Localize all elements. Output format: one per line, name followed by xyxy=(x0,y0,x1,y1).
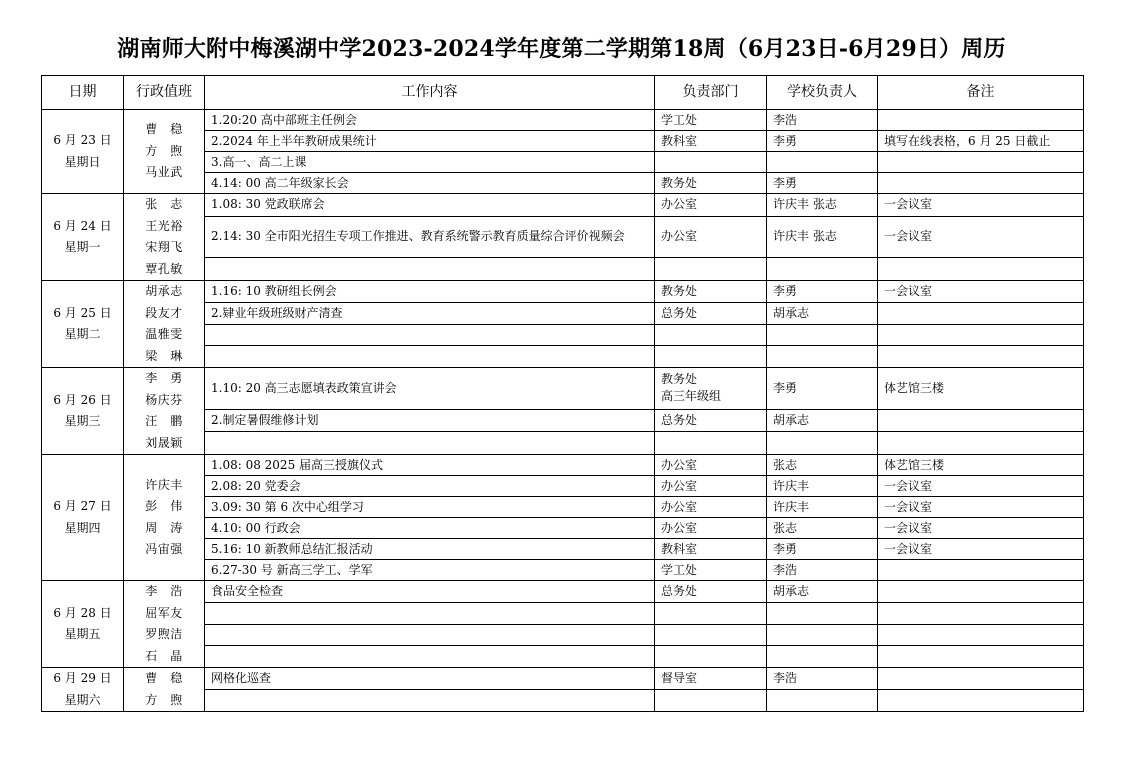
dept-text: 学工处 xyxy=(661,112,698,127)
note-cell: 一会议室 xyxy=(878,539,1084,560)
dept-text: 高三年级组 xyxy=(661,389,722,404)
dept-cell xyxy=(655,302,767,324)
dept-cell xyxy=(655,346,767,368)
duty-person: 曹 稳 xyxy=(145,671,183,685)
dept-text: 办公室 xyxy=(661,229,698,244)
dept-cell xyxy=(655,455,767,476)
leader-cell: 胡承志 xyxy=(767,302,878,324)
leader-cell: 李浩 xyxy=(767,110,878,131)
content-cell: 食品安全检查 xyxy=(205,581,655,603)
content-cell: 2.肄业年级班级财产清查 xyxy=(205,302,655,324)
leader-cell: 张志 xyxy=(767,518,878,539)
dept-text: 办公室 xyxy=(661,520,698,535)
content-cell xyxy=(205,258,655,281)
schedule-row xyxy=(42,110,1084,131)
content-cell xyxy=(205,646,655,668)
date-text: 6 月 24 日 xyxy=(53,218,112,233)
note-cell xyxy=(878,560,1084,581)
duty-person: 覃孔敏 xyxy=(145,261,183,276)
dept-text: 教务处 xyxy=(661,372,698,387)
date-text: 6 月 25 日 xyxy=(53,305,112,320)
duty-person: 周 涛 xyxy=(145,520,183,535)
date-cell xyxy=(42,368,124,455)
dept-cell xyxy=(655,409,767,432)
leader-cell: 许庆丰 xyxy=(767,497,878,518)
dept-text: 总务处 xyxy=(661,413,698,428)
date-cell xyxy=(42,281,124,368)
header-leader: 学校负责人 xyxy=(767,76,878,110)
content-cell: 1.08: 30 党政联席会 xyxy=(205,194,655,217)
schedule-row xyxy=(42,668,1084,690)
leader-cell xyxy=(767,346,878,368)
leader-cell xyxy=(767,152,878,173)
leader-cell xyxy=(767,690,878,712)
leader-cell: 许庆丰 张志 xyxy=(767,216,878,258)
content-cell: 3.09: 30 第 6 次中心组学习 xyxy=(205,497,655,518)
schedule-row xyxy=(42,368,1084,410)
content-cell: 4.10: 00 行政会 xyxy=(205,518,655,539)
dept-cell xyxy=(655,324,767,346)
duty-person: 李 浩 xyxy=(145,584,183,598)
header-dept: 负责部门 xyxy=(655,76,767,110)
note-cell: 一会议室 xyxy=(878,281,1084,303)
date-text: 6 月 23 日 xyxy=(53,133,112,147)
weekday-text: 星期三 xyxy=(64,414,101,428)
duty-person: 曹 稳 xyxy=(145,122,183,137)
leader-cell xyxy=(767,258,878,281)
duty-person: 方 煦 xyxy=(145,143,183,158)
note-cell xyxy=(878,409,1084,432)
leader-cell: 许庆丰 xyxy=(767,476,878,497)
duty-person: 彭 伟 xyxy=(145,499,183,513)
note-cell: 填写在线表格，6 月 25 日截止 xyxy=(878,131,1084,152)
duty-cell xyxy=(124,668,205,712)
duty-person: 汪 鹏 xyxy=(145,414,183,428)
duty-person: 梁 琳 xyxy=(145,348,183,363)
note-cell xyxy=(878,324,1084,346)
note-cell: 体艺馆三楼 xyxy=(878,368,1084,410)
duty-person: 段友才 xyxy=(145,305,183,320)
note-cell xyxy=(878,624,1084,646)
leader-cell: 李勇 xyxy=(767,173,878,194)
dept-cell xyxy=(655,152,767,173)
duty-person: 杨庆芬 xyxy=(145,392,183,407)
dept-cell xyxy=(655,216,767,258)
date-text: 6 月 27 日 xyxy=(53,499,112,513)
leader-cell: 胡承志 xyxy=(767,581,878,603)
date-cell xyxy=(42,110,124,194)
duty-cell xyxy=(124,194,205,281)
content-cell xyxy=(205,690,655,712)
dept-cell xyxy=(655,560,767,581)
dept-text: 总务处 xyxy=(661,305,698,320)
note-cell xyxy=(878,346,1084,368)
duty-cell xyxy=(124,368,205,455)
leader-cell: 李勇 xyxy=(767,368,878,410)
duty-cell xyxy=(124,581,205,668)
duty-person: 冯宙强 xyxy=(145,542,183,556)
dept-cell xyxy=(655,518,767,539)
dept-text: 总务处 xyxy=(661,583,698,598)
date-text: 6 月 29 日 xyxy=(53,671,112,685)
note-cell xyxy=(878,173,1084,194)
note-cell: 一会议室 xyxy=(878,518,1084,539)
date-cell xyxy=(42,581,124,668)
content-cell: 4.14: 00 高二年级家长会 xyxy=(205,173,655,194)
weekday-text: 星期六 xyxy=(64,692,101,707)
date-text: 6 月 26 日 xyxy=(53,392,112,407)
dept-text: 教务处 xyxy=(661,175,698,190)
schedule-body xyxy=(42,110,1084,712)
dept-cell xyxy=(655,581,767,603)
leader-cell: 张志 xyxy=(767,455,878,476)
dept-cell xyxy=(655,432,767,455)
dept-text: 督导室 xyxy=(661,671,698,685)
content-cell: 2.制定暑假维修计划 xyxy=(205,409,655,432)
note-cell: 一会议室 xyxy=(878,497,1084,518)
content-cell xyxy=(205,346,655,368)
weekday-text: 星期四 xyxy=(64,520,101,535)
duty-person: 方 煦 xyxy=(145,692,183,707)
content-cell: 网格化巡查 xyxy=(205,668,655,690)
dept-cell xyxy=(655,258,767,281)
leader-cell: 许庆丰 张志 xyxy=(767,194,878,217)
note-cell xyxy=(878,668,1084,690)
schedule-row xyxy=(42,455,1084,476)
content-cell: 2.14: 30 全市阳光招生专项工作推进、教育系统警示教育质量综合评价视频会 xyxy=(205,216,655,258)
dept-cell xyxy=(655,668,767,690)
dept-text: 教务处 xyxy=(661,283,698,298)
date-cell xyxy=(42,194,124,281)
header-duty: 行政值班 xyxy=(124,76,205,110)
content-cell: 2.08: 20 党委会 xyxy=(205,476,655,497)
duty-person: 屈军友 xyxy=(145,605,183,620)
note-cell xyxy=(878,110,1084,131)
note-cell xyxy=(878,602,1084,624)
date-cell xyxy=(42,668,124,712)
content-cell: 5.16: 10 新教师总结汇报活动 xyxy=(205,539,655,560)
leader-cell xyxy=(767,624,878,646)
leader-cell: 李勇 xyxy=(767,281,878,303)
content-cell: 1.08: 08 2025 届高三授旗仪式 xyxy=(205,455,655,476)
leader-cell xyxy=(767,432,878,455)
weekday-text: 星期五 xyxy=(64,627,101,641)
note-cell: 一会议室 xyxy=(878,216,1084,258)
content-cell: 6.27-30 号 新高三学工、学军 xyxy=(205,560,655,581)
dept-cell xyxy=(655,368,767,410)
leader-cell: 李勇 xyxy=(767,539,878,560)
dept-cell xyxy=(655,281,767,303)
note-cell: 一会议室 xyxy=(878,476,1084,497)
weekday-text: 星期二 xyxy=(64,327,101,341)
duty-person: 罗煦洁 xyxy=(145,627,183,641)
duty-person: 胡承志 xyxy=(145,284,183,298)
duty-person: 张 志 xyxy=(145,197,183,211)
dept-cell xyxy=(655,497,767,518)
note-cell: 体艺馆三楼 xyxy=(878,455,1084,476)
dept-text: 学工处 xyxy=(661,562,698,577)
schedule-row xyxy=(42,281,1084,303)
header-date: 日期 xyxy=(42,76,124,110)
dept-cell xyxy=(655,194,767,217)
page-title: 湖南师大附中梅溪湖中学2023-2024学年度第二学期第18周（6月23日-6月29日）周历 xyxy=(117,36,1006,62)
dept-cell xyxy=(655,690,767,712)
dept-text: 教科室 xyxy=(661,133,698,148)
duty-person: 宋翔飞 xyxy=(145,240,183,254)
duty-cell xyxy=(124,455,205,581)
duty-person: 刘晟颖 xyxy=(145,435,183,450)
dept-cell xyxy=(655,602,767,624)
dept-cell xyxy=(655,131,767,152)
header-row xyxy=(42,76,1084,110)
weekday-text: 星期日 xyxy=(64,154,101,169)
dept-cell xyxy=(655,539,767,560)
leader-cell: 李勇 xyxy=(767,131,878,152)
duty-person: 石 晶 xyxy=(145,648,183,663)
header-content: 工作内容 xyxy=(205,76,655,110)
content-cell xyxy=(205,432,655,455)
date-cell xyxy=(42,455,124,581)
content-cell: 2.2024 年上半年教研成果统计 xyxy=(205,131,655,152)
dept-text: 办公室 xyxy=(661,499,698,514)
note-cell xyxy=(878,690,1084,712)
note-cell xyxy=(878,152,1084,173)
leader-cell: 李浩 xyxy=(767,560,878,581)
leader-cell: 胡承志 xyxy=(767,409,878,432)
content-cell: 1.20:20 高中部班主任例会 xyxy=(205,110,655,131)
leader-cell: 李浩 xyxy=(767,668,878,690)
dept-cell xyxy=(655,624,767,646)
duty-cell xyxy=(124,281,205,368)
duty-person: 许庆丰 xyxy=(145,477,183,492)
dept-text: 办公室 xyxy=(661,478,698,493)
note-cell xyxy=(878,646,1084,668)
duty-person: 马业武 xyxy=(145,165,183,180)
leader-cell xyxy=(767,646,878,668)
dept-text: 教科室 xyxy=(661,541,698,556)
content-cell: 1.10: 20 高三志愿填表政策宣讲会 xyxy=(205,368,655,410)
dept-text: 办公室 xyxy=(661,457,698,472)
leader-cell xyxy=(767,324,878,346)
content-cell xyxy=(205,324,655,346)
schedule-table xyxy=(41,75,1084,712)
schedule-row xyxy=(42,581,1084,603)
dept-text: 办公室 xyxy=(661,197,698,212)
content-cell: 3.高一、高二上课 xyxy=(205,152,655,173)
note-cell xyxy=(878,581,1084,603)
content-cell xyxy=(205,602,655,624)
duty-cell xyxy=(124,110,205,194)
note-cell xyxy=(878,432,1084,455)
content-cell: 1.16: 10 教研组长例会 xyxy=(205,281,655,303)
weekday-text: 星期一 xyxy=(64,240,101,254)
note-cell: 一会议室 xyxy=(878,194,1084,217)
duty-person: 王光裕 xyxy=(145,218,183,233)
header-note: 备注 xyxy=(878,76,1084,110)
dept-cell xyxy=(655,173,767,194)
dept-cell xyxy=(655,476,767,497)
leader-cell xyxy=(767,602,878,624)
date-text: 6 月 28 日 xyxy=(53,605,112,620)
dept-cell xyxy=(655,110,767,131)
content-cell xyxy=(205,624,655,646)
note-cell xyxy=(878,258,1084,281)
note-cell xyxy=(878,302,1084,324)
schedule-row xyxy=(42,194,1084,217)
duty-person: 温雅雯 xyxy=(145,327,183,341)
dept-cell xyxy=(655,646,767,668)
duty-person: 李 勇 xyxy=(145,371,183,385)
